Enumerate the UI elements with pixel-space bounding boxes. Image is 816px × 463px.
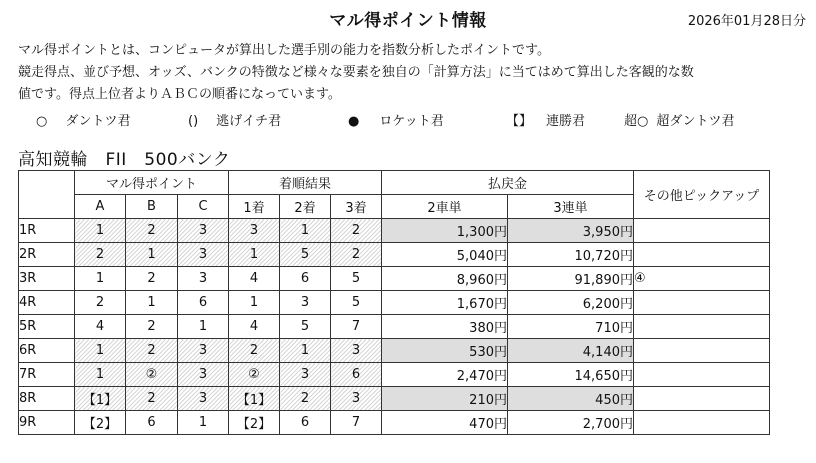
race-number: 6R (19, 339, 75, 363)
race-number: 3R (19, 267, 75, 291)
legend-label: ダントツ君 (65, 114, 131, 129)
table-row (19, 243, 770, 267)
filled-circle-icon: ● (348, 114, 360, 129)
table-row (19, 219, 770, 243)
point-b: 1 (126, 243, 178, 267)
result-third: 2 (331, 219, 382, 243)
point-c: 3 (178, 363, 229, 387)
result-first: 【1】 (229, 387, 280, 411)
point-a: 1 (75, 267, 126, 291)
result-third: 3 (331, 339, 382, 363)
point-b: ② (126, 363, 178, 387)
result-third: 7 (331, 315, 382, 339)
legend-item-rocket (348, 110, 506, 129)
result-first: 2 (229, 339, 280, 363)
venue-heading: 高知競輪 FII 500バンク (18, 150, 231, 170)
point-c: 1 (178, 315, 229, 339)
payout-trifecta: 14,650円 (508, 363, 634, 387)
result-second: 5 (280, 315, 331, 339)
col-a-header: A (75, 195, 126, 219)
result-third: 7 (331, 411, 382, 435)
payout-trifecta: 6,200円 (508, 291, 634, 315)
payout-header: 払戻金 (382, 171, 634, 195)
payout-trifecta: 91,890円 (508, 267, 634, 291)
table-row (19, 363, 770, 387)
result-first: 1 (229, 291, 280, 315)
col-first-header: 1着 (229, 195, 280, 219)
col-c-header: C (178, 195, 229, 219)
point-b: 2 (126, 267, 178, 291)
table-row (19, 411, 770, 435)
legend-item-dantotsu (36, 110, 188, 129)
table-row (19, 387, 770, 411)
payout-exacta: 470円 (382, 411, 508, 435)
legend-label: 逃げイチ君 (216, 114, 282, 129)
legend-item-super-dantotsu (624, 110, 734, 129)
point-a: 1 (75, 219, 126, 243)
table-row (19, 267, 770, 291)
point-a: 1 (75, 363, 126, 387)
result-second: 6 (280, 411, 331, 435)
result-second: 5 (280, 243, 331, 267)
bracket-icon: 【】 (506, 114, 533, 129)
point-a: 2 (75, 243, 126, 267)
legend-item-nigeichi (188, 110, 348, 129)
payout-exacta: 1,670円 (382, 291, 508, 315)
payout-exacta: 210円 (382, 387, 508, 411)
payout-exacta: 380円 (382, 315, 508, 339)
payout-trifecta: 10,720円 (508, 243, 634, 267)
payout-exacta: 1,300円 (382, 219, 508, 243)
table-row (19, 291, 770, 315)
pickup-header: その他ピックアップ (634, 171, 770, 219)
result-first: 4 (229, 315, 280, 339)
point-c: 1 (178, 411, 229, 435)
result-first: 4 (229, 267, 280, 291)
result-first: 3 (229, 219, 280, 243)
point-a: 【1】 (75, 387, 126, 411)
pickup-cell (634, 411, 770, 435)
legend-label: 連勝君 (546, 114, 586, 129)
pickup-cell (634, 339, 770, 363)
point-c: 6 (178, 291, 229, 315)
description-line: 競走得点、並び予想、オッズ、バンクの特徴など様々な要素を独自の「計算方法」に当てはめて算出した客観的な数 (18, 65, 694, 80)
parenthesis-icon: () (188, 114, 199, 129)
pickup-cell (634, 219, 770, 243)
point-c: 3 (178, 387, 229, 411)
pickup-cell (634, 291, 770, 315)
point-c: 3 (178, 219, 229, 243)
pickup-cell (634, 315, 770, 339)
race-number: 8R (19, 387, 75, 411)
result-second: 1 (280, 219, 331, 243)
col-trifecta-header: 3連単 (508, 195, 634, 219)
legend-label: ロケット君 (379, 114, 444, 129)
pickup-cell: ④ (634, 267, 770, 291)
report-date: 2026年01月28日分 (687, 14, 806, 29)
race-number: 2R (19, 243, 75, 267)
race-number: 9R (19, 411, 75, 435)
results-header: 着順結果 (229, 171, 382, 195)
payout-trifecta: 450円 (508, 387, 634, 411)
point-b: 2 (126, 315, 178, 339)
circle-icon: ○ (36, 114, 48, 129)
payout-exacta: 530円 (382, 339, 508, 363)
result-second: 2 (280, 387, 331, 411)
result-third: 5 (331, 291, 382, 315)
col-b-header: B (126, 195, 178, 219)
legend-item-renshou (506, 110, 624, 129)
result-third: 3 (331, 387, 382, 411)
point-a: 【2】 (75, 411, 126, 435)
point-a: 4 (75, 315, 126, 339)
pickup-cell (634, 387, 770, 411)
race-number: 7R (19, 363, 75, 387)
result-first: 1 (229, 243, 280, 267)
result-first: ② (229, 363, 280, 387)
results-table (18, 170, 770, 435)
point-a: 2 (75, 291, 126, 315)
result-second: 6 (280, 267, 331, 291)
result-second: 3 (280, 363, 331, 387)
payout-exacta: 8,960円 (382, 267, 508, 291)
result-third: 5 (331, 267, 382, 291)
description (18, 40, 808, 106)
super-circle-icon: 超○ (624, 114, 649, 129)
result-third: 6 (331, 363, 382, 387)
point-c: 3 (178, 339, 229, 363)
race-number: 5R (19, 315, 75, 339)
points-header: マル得ポイント (75, 171, 229, 195)
point-c: 3 (178, 243, 229, 267)
point-b: 2 (126, 387, 178, 411)
payout-exacta: 5,040円 (382, 243, 508, 267)
payout-trifecta: 710円 (508, 315, 634, 339)
description-line: マル得ポイントとは、コンピュータが算出した選手別の能力を指数分析したポイントです。 (18, 43, 550, 58)
table-row (19, 339, 770, 363)
result-third: 2 (331, 243, 382, 267)
payout-trifecta: 3,950円 (508, 219, 634, 243)
point-a: 1 (75, 339, 126, 363)
col-second-header: 2着 (280, 195, 331, 219)
point-b: 2 (126, 219, 178, 243)
table-row (19, 315, 770, 339)
result-second: 3 (280, 291, 331, 315)
point-b: 1 (126, 291, 178, 315)
pickup-cell (634, 243, 770, 267)
payout-trifecta: 4,140円 (508, 339, 634, 363)
description-line: 値です。得点上位者よりＡＢＣの順番になっています。 (18, 87, 341, 102)
page-title: マル得ポイント情報 (329, 11, 487, 31)
race-header (19, 171, 75, 219)
race-number: 1R (19, 219, 75, 243)
pickup-cell (634, 363, 770, 387)
point-c: 3 (178, 267, 229, 291)
point-b: 2 (126, 339, 178, 363)
result-first: 【2】 (229, 411, 280, 435)
col-exacta-header: 2車単 (382, 195, 508, 219)
payout-exacta: 2,470円 (382, 363, 508, 387)
legend-label: 超ダントツ君 (656, 114, 735, 129)
race-number: 4R (19, 291, 75, 315)
payout-trifecta: 2,700円 (508, 411, 634, 435)
col-third-header: 3着 (331, 195, 382, 219)
result-second: 1 (280, 339, 331, 363)
point-b: 6 (126, 411, 178, 435)
symbol-legend (36, 110, 734, 129)
